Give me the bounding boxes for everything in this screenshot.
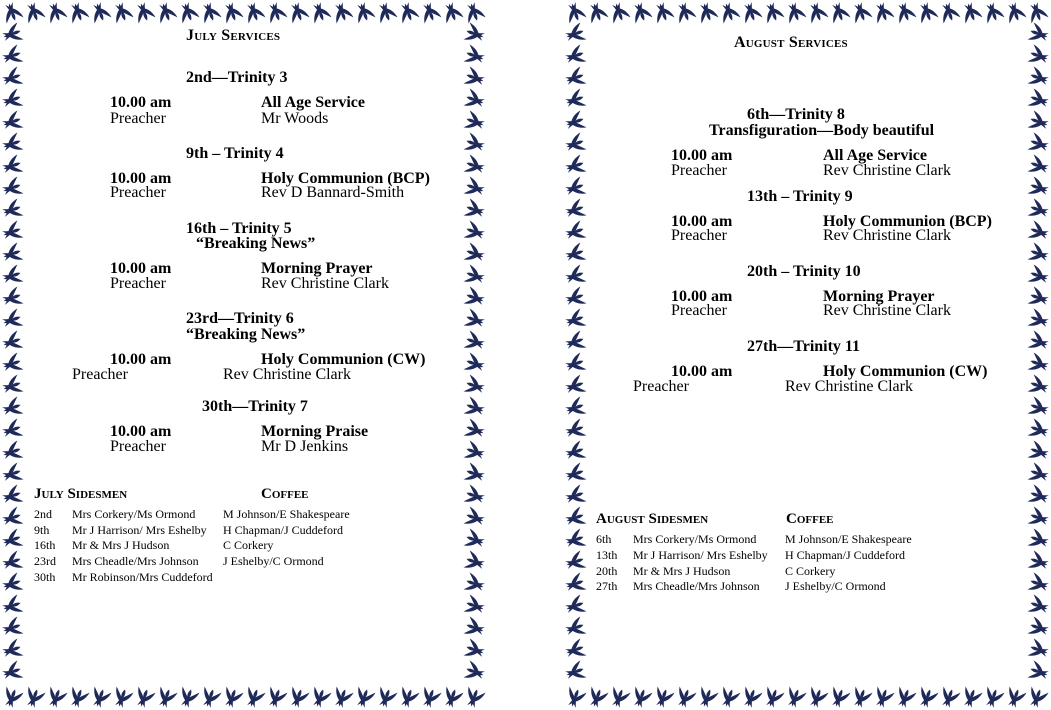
service-role: Preacher (671, 302, 727, 319)
service-heading: 6th—Trinity 8 (747, 106, 845, 123)
page-title: August Services (734, 34, 848, 51)
rota-date: 16th (34, 538, 56, 552)
service-person: Rev Christine Clark (823, 227, 951, 244)
service-time: 10.00 am (110, 351, 172, 368)
swallow-icon (1025, 686, 1048, 709)
swallow-icon (0, 286, 23, 309)
service-time: 10.00 am (110, 94, 172, 111)
swallow-icon (220, 686, 243, 709)
service-name: Holy Communion (BCP) (823, 213, 992, 230)
swallow-icon (563, 418, 586, 441)
swallow-icon (695, 686, 718, 709)
swallow-icon (1027, 132, 1050, 155)
swallow-icon (1027, 440, 1050, 463)
service-role: Preacher (633, 378, 689, 395)
swallow-icon (1027, 66, 1050, 89)
service-role: Preacher (110, 438, 166, 455)
swallow-icon (563, 374, 586, 397)
service-person: Rev Christine Clark (261, 275, 389, 292)
page-title: July Services (186, 27, 281, 44)
service-time: 10.00 am (671, 147, 733, 164)
swallow-icon (563, 110, 586, 133)
swallow-icon (937, 0, 960, 23)
service-time: 10.00 am (671, 363, 733, 380)
swallow-icon (563, 176, 586, 199)
rota-sidesmen: Mr J Harrison/ Mrs Eshelby (633, 548, 768, 562)
rota-date: 27th (596, 579, 618, 593)
swallow-icon (286, 0, 309, 23)
service-person: Rev D Bannard-Smith (261, 184, 405, 201)
swallow-icon (264, 0, 287, 23)
swallow-icon (739, 0, 762, 23)
swallow-icon (629, 0, 652, 23)
swallow-icon (0, 572, 23, 595)
swallow-icon (673, 686, 696, 709)
swallow-icon (463, 198, 486, 221)
swallow-icon (0, 132, 23, 155)
swallow-icon (915, 0, 938, 23)
swallow-icon (463, 396, 486, 419)
swallow-icon (462, 0, 485, 23)
july-page (0, 0, 487, 710)
swallow-icon (374, 0, 397, 23)
rota-date: 20th (596, 564, 618, 578)
swallow-icon (463, 440, 486, 463)
swallow-icon (1027, 220, 1050, 243)
rota-date: 2nd (34, 507, 52, 521)
swallow-icon (563, 528, 586, 551)
service-person: Rev Christine Clark (823, 302, 951, 319)
service-time: 10.00 am (110, 423, 172, 440)
swallow-icon (44, 0, 67, 23)
swallow-icon (1027, 264, 1050, 287)
swallow-icon (463, 638, 486, 661)
swallow-icon (463, 352, 486, 375)
swallow-icon (0, 638, 23, 661)
swallow-icon (563, 638, 586, 661)
swallow-icon (871, 686, 894, 709)
swallow-icon (563, 660, 586, 683)
swallow-icon (717, 686, 740, 709)
swallow-icon (1027, 374, 1050, 397)
swallow-icon (1003, 0, 1026, 23)
coffee-heading: Coffee (786, 511, 834, 527)
swallow-icon (585, 0, 608, 23)
rota-coffee: C Corkery (223, 538, 274, 552)
swallow-icon (1027, 660, 1050, 683)
swallow-icon (463, 66, 486, 89)
swallow-icon (563, 484, 586, 507)
swallow-icon (563, 572, 586, 595)
swallow-icon (563, 66, 586, 89)
service-heading: 27th—Trinity 11 (747, 338, 861, 355)
sidesmen-heading: July Sidesmen (34, 486, 128, 502)
swallow-icon (563, 440, 586, 463)
swallow-icon (849, 686, 872, 709)
service-name: Morning Prayer (261, 260, 373, 277)
swallow-icon (607, 686, 630, 709)
service-role: Preacher (110, 110, 166, 127)
swallow-icon (563, 132, 586, 155)
swallow-icon (242, 0, 265, 23)
swallow-icon (849, 0, 872, 23)
swallow-icon (915, 686, 938, 709)
swallow-icon (440, 0, 463, 23)
swallow-icon (1027, 110, 1050, 133)
swallow-icon (220, 0, 243, 23)
swallow-icon (651, 686, 674, 709)
swallow-icon (893, 686, 916, 709)
service-role: Preacher (110, 275, 166, 292)
swallow-icon (651, 0, 674, 23)
swallow-icon (563, 242, 586, 265)
swallow-icon (871, 0, 894, 23)
swallow-icon (463, 132, 486, 155)
swallow-icon (418, 0, 441, 23)
swallow-icon (563, 0, 586, 23)
service-time: 10.00 am (110, 260, 172, 277)
august-page (563, 0, 1051, 710)
swallow-icon (959, 0, 982, 23)
swallow-icon (88, 686, 111, 709)
swallow-icon (396, 0, 419, 23)
swallow-icon (176, 0, 199, 23)
swallow-icon (563, 88, 586, 111)
service-name: All Age Service (261, 94, 365, 111)
service-name: All Age Service (823, 147, 927, 164)
swallow-icon (463, 110, 486, 133)
swallow-icon (198, 686, 221, 709)
swallow-icon (463, 330, 486, 353)
swallow-icon (0, 44, 23, 67)
rota-sidesmen: Mr J Harrison/ Mrs Eshelby (72, 523, 207, 537)
rota-sidesmen: Mr & Mrs J Hudson (72, 538, 170, 552)
rota-sidesmen: Mrs Corkery/Ms Ormond (72, 507, 196, 521)
swallow-icon (563, 286, 586, 309)
swallow-icon (463, 660, 486, 683)
swallow-icon (0, 88, 23, 111)
swallow-icon (981, 0, 1004, 23)
swallow-icon (0, 198, 23, 221)
swallow-icon (0, 154, 23, 177)
swallow-icon (198, 0, 221, 23)
swallow-icon (563, 44, 586, 67)
rota-sidesmen: Mr & Mrs J Hudson (633, 564, 731, 578)
swallow-icon (585, 686, 608, 709)
swallow-icon (22, 686, 45, 709)
service-name: Morning Prayer (823, 288, 935, 305)
swallow-icon (330, 0, 353, 23)
swallow-icon (0, 220, 23, 243)
swallow-icon (1027, 462, 1050, 485)
swallow-icon (0, 110, 23, 133)
swallow-icon (783, 686, 806, 709)
swallow-icon (0, 22, 23, 45)
swallow-icon (607, 0, 630, 23)
service-role: Preacher (110, 184, 166, 201)
swallow-icon (1027, 616, 1050, 639)
swallow-icon (783, 0, 806, 23)
swallow-icon (1027, 484, 1050, 507)
swallow-icon (463, 88, 486, 111)
swallow-icon (308, 686, 331, 709)
rota-coffee: H Chapman/J Cuddeford (785, 548, 905, 562)
swallow-icon (1027, 242, 1050, 265)
swallow-icon (66, 0, 89, 23)
swallow-icon (22, 0, 45, 23)
swallow-icon (1027, 396, 1050, 419)
swallow-icon (1027, 176, 1050, 199)
swallow-icon (761, 0, 784, 23)
swallow-icon (761, 686, 784, 709)
coffee-heading: Coffee (261, 486, 309, 502)
swallow-icon (981, 686, 1004, 709)
swallow-icon (462, 686, 485, 709)
service-person: Mr D Jenkins (261, 438, 349, 455)
swallow-icon (463, 176, 486, 199)
swallow-icon (1027, 638, 1050, 661)
service-time: 10.00 am (110, 170, 172, 187)
swallow-icon (1027, 198, 1050, 221)
swallow-icon (0, 242, 23, 265)
service-person: Rev Christine Clark (785, 378, 913, 395)
swallow-icon (739, 686, 762, 709)
swallow-icon (374, 686, 397, 709)
swallow-icon (463, 572, 486, 595)
rota-sidesmen: Mrs Cheadle/Mrs Johnson (72, 554, 199, 568)
swallow-icon (242, 686, 265, 709)
rota-date: 13th (596, 548, 618, 562)
swallow-icon (563, 264, 586, 287)
swallow-icon (0, 418, 23, 441)
swallow-icon (132, 0, 155, 23)
swallow-icon (0, 594, 23, 617)
swallow-icon (1027, 506, 1050, 529)
swallow-icon (1027, 22, 1050, 45)
swallow-icon (0, 484, 23, 507)
swallow-icon (66, 686, 89, 709)
swallow-icon (1027, 154, 1050, 177)
swallow-icon (0, 462, 23, 485)
swallow-icon (264, 686, 287, 709)
service-heading: 2nd—Trinity 3 (186, 69, 288, 86)
swallow-icon (463, 220, 486, 243)
rota-coffee: H Chapman/J Cuddeford (223, 523, 343, 537)
swallow-icon (1003, 686, 1026, 709)
swallow-icon (1027, 352, 1050, 375)
swallow-icon (463, 242, 486, 265)
swallow-icon (563, 506, 586, 529)
rota-coffee: C Corkery (785, 564, 836, 578)
rota-date: 6th (596, 532, 612, 546)
swallow-icon (44, 686, 67, 709)
service-heading: 20th – Trinity 10 (747, 263, 861, 280)
swallow-icon (563, 396, 586, 419)
swallow-icon (1027, 550, 1050, 573)
service-person: Rev Christine Clark (823, 162, 951, 179)
service-person: Mr Woods (261, 110, 329, 127)
swallow-icon (352, 0, 375, 23)
swallow-icon (1027, 44, 1050, 67)
service-role: Preacher (72, 366, 128, 383)
service-subheading: Transfiguration—Body beautiful (709, 122, 935, 139)
service-time: 10.00 am (671, 213, 733, 230)
swallow-icon (110, 686, 133, 709)
service-heading: 16th – Trinity 5 (186, 220, 292, 237)
service-name: Holy Communion (BCP) (261, 170, 430, 187)
swallow-icon (0, 616, 23, 639)
swallow-icon (717, 0, 740, 23)
swallow-icon (563, 198, 586, 221)
swallow-icon (463, 264, 486, 287)
swallow-icon (695, 0, 718, 23)
swallow-icon (0, 0, 23, 23)
swallow-icon (959, 686, 982, 709)
swallow-icon (1027, 418, 1050, 441)
swallow-icon (463, 462, 486, 485)
swallow-icon (1027, 330, 1050, 353)
swallow-icon (0, 660, 23, 683)
service-role: Preacher (671, 227, 727, 244)
service-role: Preacher (671, 162, 727, 179)
swallow-icon (827, 0, 850, 23)
swallow-icon (463, 484, 486, 507)
service-heading: 9th – Trinity 4 (186, 145, 284, 162)
swallow-icon (805, 0, 828, 23)
swallow-icon (0, 352, 23, 375)
swallow-icon (463, 286, 486, 309)
swallow-icon (110, 0, 133, 23)
swallow-icon (563, 308, 586, 331)
rota-sidesmen: Mr Robinson/Mrs Cuddeford (72, 570, 213, 584)
service-name: Morning Praise (261, 423, 369, 440)
swallow-icon (563, 594, 586, 617)
swallow-icon (827, 686, 850, 709)
swallow-icon (0, 528, 23, 551)
swallow-icon (286, 686, 309, 709)
swallow-icon (463, 308, 486, 331)
service-name: Holy Communion (CW) (261, 351, 426, 368)
service-heading: 23rd—Trinity 6 (186, 310, 294, 327)
swallow-icon (563, 550, 586, 573)
swallow-icon (563, 686, 586, 709)
service-heading: 30th—Trinity 7 (202, 398, 308, 415)
swallow-icon (330, 686, 353, 709)
service-heading: 13th – Trinity 9 (747, 188, 853, 205)
swallow-icon (0, 396, 23, 419)
rota-date: 30th (34, 570, 56, 584)
swallow-icon (673, 0, 696, 23)
rota-sidesmen: Mrs Cheadle/Mrs Johnson (633, 579, 760, 593)
swallow-icon (0, 550, 23, 573)
swallow-icon (563, 352, 586, 375)
swallow-icon (352, 686, 375, 709)
service-subheading: “Breaking News” (196, 235, 316, 252)
rota-coffee: M Johnson/E Shakespeare (223, 507, 350, 521)
swallow-icon (463, 418, 486, 441)
service-person: Rev Christine Clark (223, 366, 351, 383)
swallow-icon (154, 686, 177, 709)
swallow-icon (463, 22, 486, 45)
swallow-icon (463, 528, 486, 551)
swallow-icon (0, 506, 23, 529)
swallow-icon (563, 330, 586, 353)
swallow-icon (463, 616, 486, 639)
swallow-icon (463, 506, 486, 529)
swallow-icon (0, 440, 23, 463)
swallow-icon (563, 22, 586, 45)
swallow-icon (132, 686, 155, 709)
service-time: 10.00 am (671, 288, 733, 305)
sidesmen-heading: August Sidesmen (596, 511, 709, 527)
swallow-icon (463, 594, 486, 617)
swallow-icon (154, 0, 177, 23)
swallow-icon (0, 308, 23, 331)
swallow-icon (1025, 0, 1048, 23)
swallow-icon (0, 176, 23, 199)
rota-coffee: J Eshelby/C Ormond (785, 579, 886, 593)
service-subheading: “Breaking News” (186, 326, 306, 343)
swallow-icon (418, 686, 441, 709)
swallow-icon (463, 44, 486, 67)
swallow-icon (805, 686, 828, 709)
swallow-icon (176, 686, 199, 709)
rota-coffee: M Johnson/E Shakespeare (785, 532, 912, 546)
swallow-icon (1027, 594, 1050, 617)
swallow-icon (396, 686, 419, 709)
rota-date: 23rd (34, 554, 56, 568)
swallow-icon (1027, 572, 1050, 595)
swallow-icon (88, 0, 111, 23)
service-name: Holy Communion (CW) (823, 363, 988, 380)
swallow-icon (893, 0, 916, 23)
swallow-icon (563, 462, 586, 485)
swallow-icon (0, 330, 23, 353)
swallow-icon (1027, 88, 1050, 111)
rota-sidesmen: Mrs Corkery/Ms Ormond (633, 532, 757, 546)
swallow-icon (463, 154, 486, 177)
swallow-icon (937, 686, 960, 709)
swallow-icon (0, 264, 23, 287)
swallow-icon (463, 550, 486, 573)
swallow-icon (440, 686, 463, 709)
swallow-icon (629, 686, 652, 709)
swallow-icon (1027, 308, 1050, 331)
swallow-icon (1027, 528, 1050, 551)
rota-date: 9th (34, 523, 50, 537)
swallow-icon (0, 686, 23, 709)
swallow-icon (308, 0, 331, 23)
swallow-icon (0, 374, 23, 397)
swallow-icon (563, 616, 586, 639)
swallow-icon (563, 220, 586, 243)
swallow-icon (1027, 286, 1050, 309)
swallow-icon (563, 154, 586, 177)
swallow-icon (0, 66, 23, 89)
rota-coffee: J Eshelby/C Ormond (223, 554, 324, 568)
swallow-icon (463, 374, 486, 397)
